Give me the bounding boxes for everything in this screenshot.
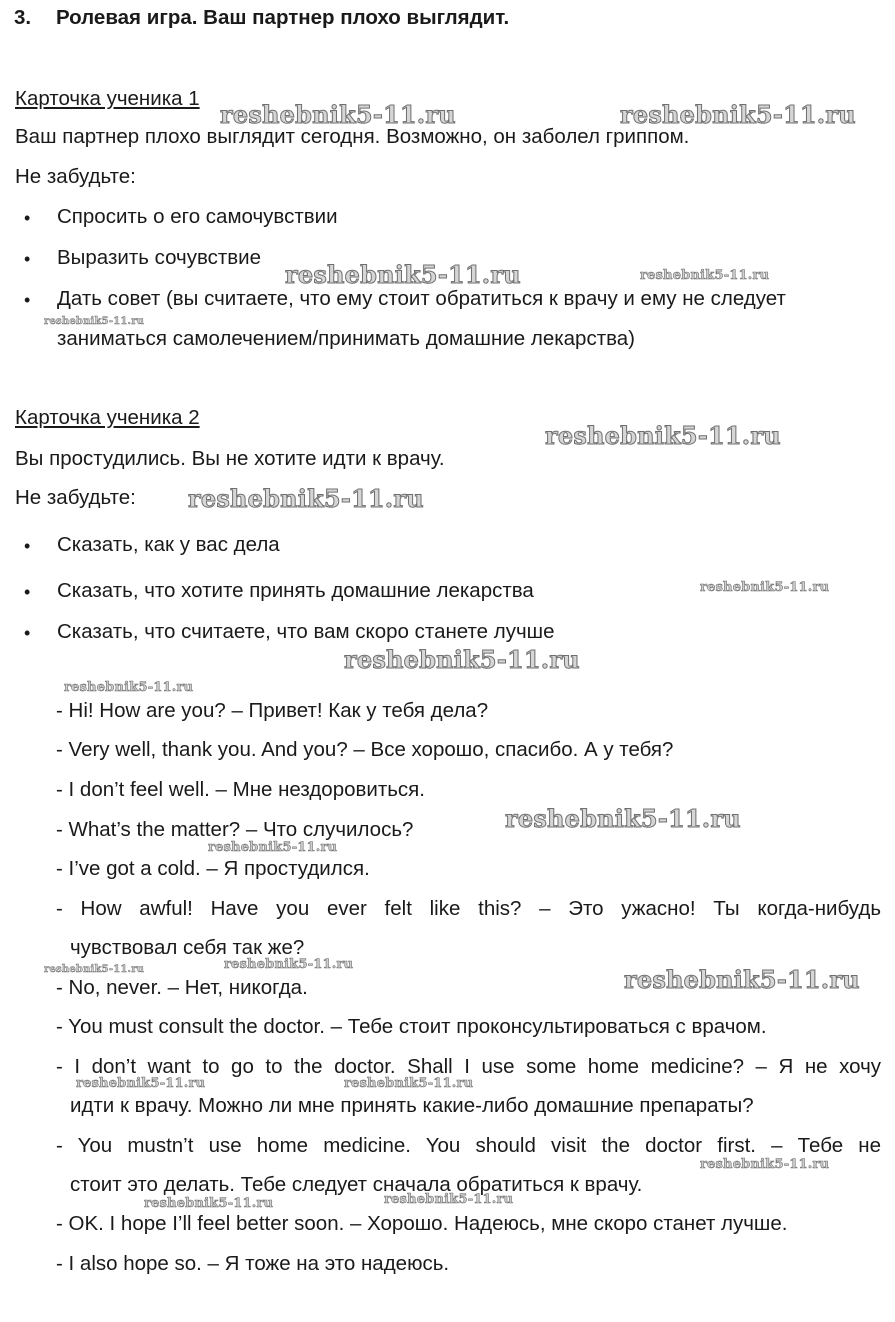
card1-bullet-3: Дать совет (вы считаете, что ему стоит обратиться к врачу и ему не следует [57, 287, 786, 310]
bullet-icon: • [24, 582, 31, 602]
dialogue-line: - What’s the matter? – Что случилось? [56, 818, 414, 841]
watermark: reshebnik5-11.ru [624, 965, 860, 994]
card1-remember: Не забудьте: [15, 165, 136, 188]
card2-bullet-3: Сказать, что считаете, что вам скоро станете лучше [57, 620, 555, 643]
dialogue-line: - I also hope so. – Я тоже на это надеюсь. [56, 1252, 450, 1275]
dialogue-line: - OK. I hope I’ll feel better soon. – Хорошо. Надеюсь, мне скоро станет лучше. [56, 1212, 788, 1235]
watermark: reshebnik5-11.ru [620, 100, 856, 129]
card2-bullet-1: Сказать, как у вас дела [57, 533, 280, 556]
bullet-icon: • [24, 208, 31, 228]
task-number: 3. [14, 6, 32, 29]
watermark: reshebnik5-11.ru [384, 1192, 514, 1207]
card1-situation: Ваш партнер плохо выглядит сегодня. Возможно, он заболел гриппом. [15, 125, 690, 148]
watermark: reshebnik5-11.ru [640, 268, 770, 283]
watermark: reshebnik5-11.ru [188, 484, 424, 513]
watermark: reshebnik5-11.ru [344, 1076, 474, 1091]
card2-situation: Вы простудились. Вы не хотите идти к врачу. [15, 447, 445, 470]
watermark: reshebnik5-11.ru [64, 680, 194, 695]
dialogue-line: - I don’t feel well. – Мне нездоровиться. [56, 778, 425, 801]
card2-title: Карточка ученика 2 [15, 406, 200, 429]
watermark: reshebnik5-11.ru [545, 421, 781, 450]
watermark: reshebnik5-11.ru [700, 580, 830, 595]
watermark: reshebnik5-11.ru [344, 645, 580, 674]
card1-bullet-3-continued: заниматься самолечением/принимать домашние лекарства) [57, 327, 635, 350]
card2-remember: Не забудьте: [15, 486, 136, 509]
card1-title: Карточка ученика 1 [15, 87, 200, 110]
dialogue-line: - How awful! Have you ever felt like this? – Это ужасно! Ты когда-нибудь [56, 897, 881, 920]
task-title: Ролевая игра. Ваш партнер плохо выглядит. [56, 6, 510, 29]
watermark: reshebnik5-11.ru [700, 1157, 830, 1172]
card2-bullet-2: Сказать, что хотите принять домашние лекарства [57, 579, 534, 602]
dialogue-line-continued: идти к врачу. Можно ли мне принять какие-либо домашние препараты? [70, 1094, 754, 1117]
dialogue-line: - I’ve got a cold. – Я простудился. [56, 857, 370, 880]
dialogue-line: - No, never. – Нет, никогда. [56, 976, 308, 999]
dialogue-line-continued: стоит это делать. Тебе следует сначала обратиться к врачу. [70, 1173, 643, 1196]
watermark: reshebnik5-11.ru [44, 316, 145, 327]
watermark: reshebnik5-11.ru [224, 957, 354, 972]
dialogue-line: - You mustn’t use home medicine. You should visit the doctor first. – Тебе не [56, 1134, 881, 1157]
dialogue-line: - Very well, thank you. And you? – Все хорошо, спасибо. А у тебя? [56, 738, 674, 761]
bullet-icon: • [24, 290, 31, 310]
watermark: reshebnik5-11.ru [285, 260, 521, 289]
watermark: reshebnik5-11.ru [220, 100, 456, 129]
card1-bullet-2: Выразить сочувствие [57, 246, 261, 269]
dialogue-line: - Hi! How are you? – Привет! Как у тебя дела? [56, 699, 489, 722]
watermark: reshebnik5-11.ru [505, 804, 741, 833]
watermark: reshebnik5-11.ru [44, 964, 145, 975]
dialogue-line: - I don’t want to go to the doctor. Shall I use some home medicine? – Я не хочу [56, 1055, 881, 1078]
bullet-icon: • [24, 623, 31, 643]
watermark: reshebnik5-11.ru [76, 1076, 206, 1091]
dialogue-line: - You must consult the doctor. – Тебе стоит проконсультироваться с врачом. [56, 1015, 767, 1038]
bullet-icon: • [24, 536, 31, 556]
dialogue-line-continued: чувствовал себя так же? [70, 936, 305, 959]
watermark: reshebnik5-11.ru [144, 1196, 274, 1211]
watermark: reshebnik5-11.ru [208, 840, 338, 855]
bullet-icon: • [24, 249, 31, 269]
card1-bullet-1: Спросить о его самочувствии [57, 205, 338, 228]
